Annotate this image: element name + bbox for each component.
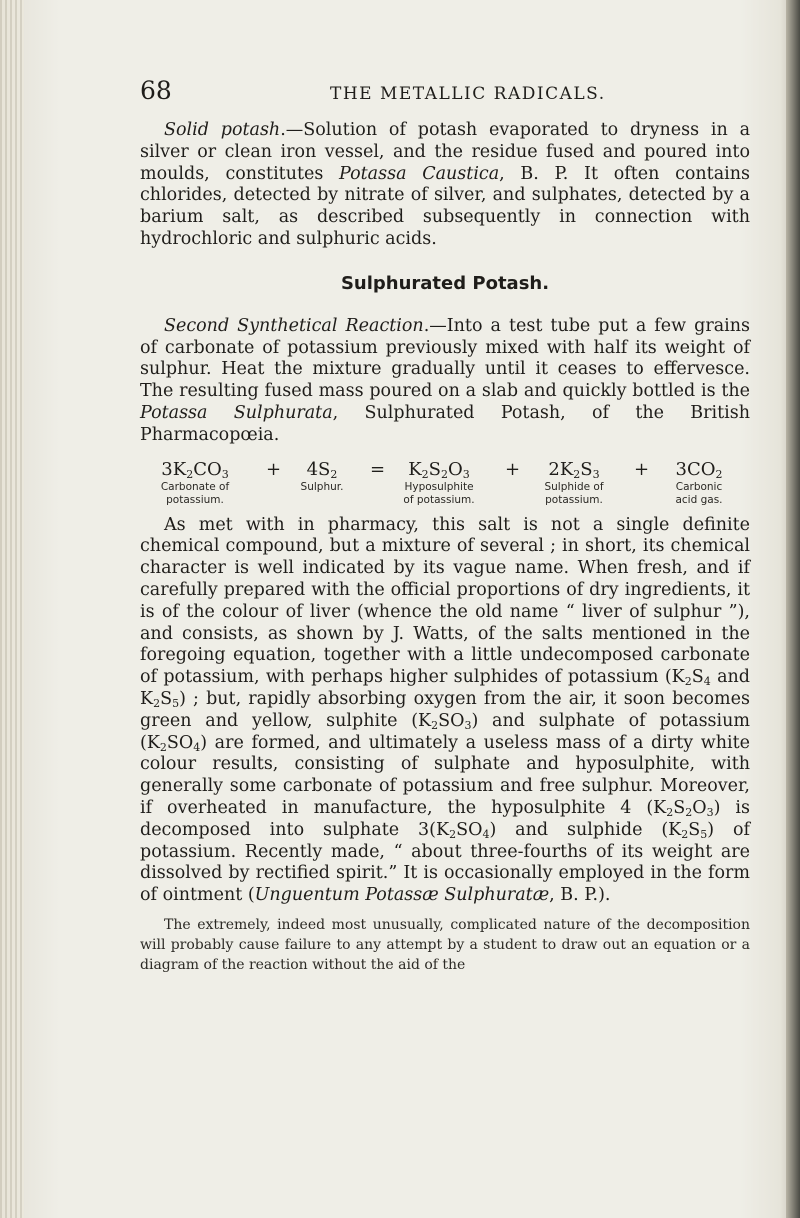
equation-term-2 xyxy=(282,459,362,494)
equation-term-4 xyxy=(524,459,624,507)
page-edge xyxy=(786,0,800,1218)
second-reaction-term: Second Synthetical Reaction xyxy=(164,315,424,336)
term-formula: $K_2S_2O_3$ xyxy=(408,458,470,481)
section-heading: Sulphurated Potash. xyxy=(340,272,550,294)
term-caption: Carbonic xyxy=(675,480,723,493)
page-body xyxy=(140,120,750,975)
equation-operator: + xyxy=(266,458,282,480)
equation-operator: + xyxy=(634,458,650,480)
potassa-sulphurata-name: Potassa Sulphurata xyxy=(140,402,333,423)
running-head: THE METALLIC RADICALS. xyxy=(330,84,606,104)
equation-term-1 xyxy=(140,459,250,507)
term-caption: Carbonate of xyxy=(160,480,230,493)
equation-operator: = xyxy=(370,458,386,480)
second-reaction-text-2: , Sulphurated Potash, of the British Pharmacopœia. xyxy=(140,402,751,445)
term-caption: Hyposulphite xyxy=(404,480,474,493)
page-header xyxy=(140,76,740,110)
second-reaction-paragraph xyxy=(140,316,750,447)
term-caption: of potassium. xyxy=(403,493,475,506)
potassa-caustica-name: Potassa Caustica xyxy=(339,163,500,184)
solid-potash-paragraph xyxy=(140,120,750,251)
equation-term-5 xyxy=(654,459,744,507)
term-caption: potassium. xyxy=(166,493,224,506)
chemical-equation xyxy=(140,459,750,515)
term-caption: Sulphur. xyxy=(300,480,344,493)
page-number: 68 xyxy=(140,76,172,105)
term-caption: Sulphide of xyxy=(544,480,604,493)
solid-potash-text-1: .—Solution of potash evaporated to dryness in a silver or clean iron vessel, and the residue fused and poured into moulds, constitutes xyxy=(140,120,750,184)
term-caption: acid gas. xyxy=(675,493,723,506)
term-formula: $3CO_2$ xyxy=(675,458,723,481)
equation-operator: + xyxy=(505,458,521,480)
solid-potash-term: Solid potash xyxy=(164,120,281,140)
solid-potash-text-2: , B. P. It often contains chlorides, detected by nitrate of silver, and sulphates, detected by a barium salt, as described subsequently in connection with hydrochloric and sulphuric acids. xyxy=(140,163,750,249)
term-caption: potassium. xyxy=(545,493,603,506)
equation-term-3 xyxy=(384,459,494,507)
sulphurated-potash-description: As met with in pharmacy, this salt is not a single definite chemical compound, but a mixture of several ; in short, its chemical character is well indicated by its vague name. When fresh, and if carefully prepared with the official proportions of dry ingredients, it is of the colour of liver (whence the old name “ liver of sulphur ”), and consists, as shown by J. Watts, of the salts mentioned in the foregoing equation, together with a little undecomposed carbonate of potassium, with perhaps higher sulphides of potassium ($K_2S_4$ and $K_2S_5$) ; but, rapidly absorbing oxygen from the air, it soon becomes green and yellow, sulphite $(K_2SO_3)$ and sulphate of potassium $(K_2SO_4)$ are formed, and ultimately a useless mass of a dirty white colour results, consisting of sulphate and hyposulphite, with generally some carbonate of potassium and free sulphur. Moreover, if overheated in manufacture, the hyposulphite 4 $(K_2S_2O_3)$ is decomposed into sulphate $3(K_2SO_4)$ and sulphide $(K_2S_5)$ of potassium. Recently made, “ about three-fourths of its weight are dissolved by rectified spirit.” It is occasionally employed in the form of ointment (Unguentum Potassæ Sulphuratæ, B. P.). xyxy=(140,514,750,906)
term-formula: $2K_2S_3$ xyxy=(548,458,600,481)
second-reaction-text-1: .—Into a test tube put a few grains of carbonate of potassium previously mixed with half its weight of sulphur. Heat the mixture gradually until it ceases to effervesce. The resulting fused mass poured on a slab and quickly bottled is the xyxy=(140,315,750,402)
decomposition-note: The extremely, indeed most unusually, complicated nature of the decomposition will probably cause failure to any attempt by a student to draw out an equation or a diagram of the reaction without the aid of the xyxy=(140,916,750,973)
term-formula: $3K_2CO_3$ xyxy=(161,458,229,481)
term-formula: $4S_2$ xyxy=(306,458,338,481)
page-gutter xyxy=(0,0,24,1218)
